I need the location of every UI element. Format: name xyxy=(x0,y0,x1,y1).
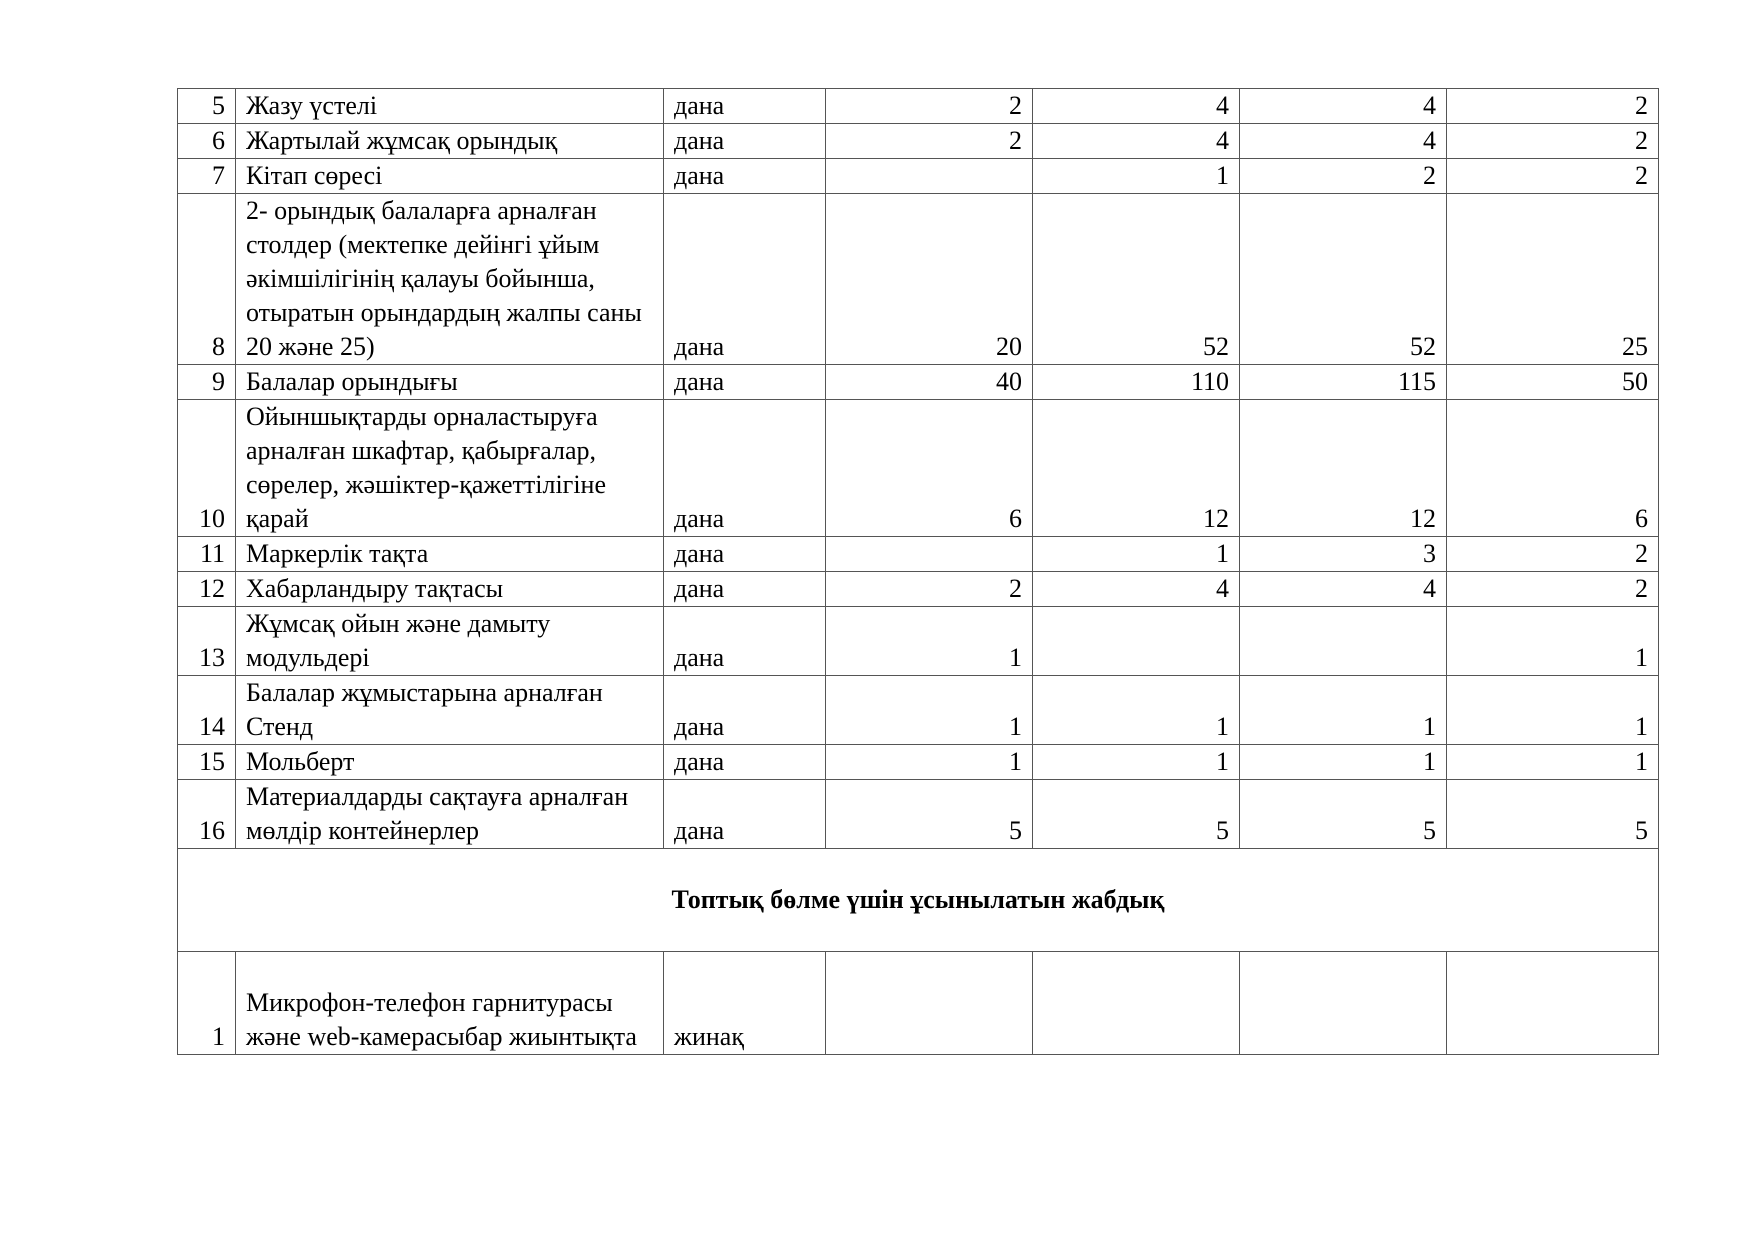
value-col-2: 1 xyxy=(1033,676,1240,745)
value-col-2: 1 xyxy=(1033,537,1240,572)
value-col-2 xyxy=(1033,952,1240,1055)
value-col-3: 5 xyxy=(1240,780,1447,849)
table-row xyxy=(178,572,1659,607)
table-row xyxy=(178,780,1659,849)
value-col-2: 4 xyxy=(1033,572,1240,607)
table-row xyxy=(178,400,1659,537)
table-row xyxy=(178,89,1659,124)
value-col-4: 1 xyxy=(1447,745,1659,780)
row-number: 16 xyxy=(178,780,236,849)
value-col-4: 2 xyxy=(1447,572,1659,607)
equipment-table xyxy=(177,88,1659,1055)
item-unit: жинақ xyxy=(664,952,826,1055)
row-number: 8 xyxy=(178,194,236,365)
value-col-1: 40 xyxy=(826,365,1033,400)
row-number: 10 xyxy=(178,400,236,537)
item-unit: дана xyxy=(664,676,826,745)
item-name: 2- орындық балаларға арналған столдер (мектепке дейінгі ұйым әкімшілігінің қалауы бойынша, отыратын орындардың жалпы саны 20 және 25) xyxy=(236,194,664,365)
item-unit: дана xyxy=(664,365,826,400)
table-row xyxy=(178,676,1659,745)
value-col-4: 2 xyxy=(1447,159,1659,194)
item-unit: дана xyxy=(664,89,826,124)
value-col-1: 1 xyxy=(826,607,1033,676)
value-col-2: 5 xyxy=(1033,780,1240,849)
value-col-4: 2 xyxy=(1447,89,1659,124)
value-col-1: 2 xyxy=(826,124,1033,159)
value-col-4 xyxy=(1447,952,1659,1055)
value-col-3: 4 xyxy=(1240,124,1447,159)
row-number: 7 xyxy=(178,159,236,194)
item-unit: дана xyxy=(664,194,826,365)
table-row xyxy=(178,365,1659,400)
item-name: Мольберт xyxy=(236,745,664,780)
value-col-4: 2 xyxy=(1447,537,1659,572)
value-col-2 xyxy=(1033,607,1240,676)
value-col-4: 1 xyxy=(1447,676,1659,745)
value-col-3: 1 xyxy=(1240,745,1447,780)
table-row xyxy=(178,952,1659,1055)
value-col-3: 4 xyxy=(1240,89,1447,124)
value-col-4: 1 xyxy=(1447,607,1659,676)
item-name: Микрофон-телефон гарнитурасы және web-камерасыбар жиынтықта xyxy=(236,952,664,1055)
value-col-1 xyxy=(826,537,1033,572)
value-col-2: 1 xyxy=(1033,745,1240,780)
item-unit: дана xyxy=(664,607,826,676)
value-col-2: 110 xyxy=(1033,365,1240,400)
item-name: Материалдарды сақтауға арналған мөлдір контейнерлер xyxy=(236,780,664,849)
item-unit: дана xyxy=(664,572,826,607)
value-col-3 xyxy=(1240,952,1447,1055)
value-col-3: 4 xyxy=(1240,572,1447,607)
value-col-1: 2 xyxy=(826,572,1033,607)
item-unit: дана xyxy=(664,124,826,159)
item-name: Хабарландыру тақтасы xyxy=(236,572,664,607)
section-header-row xyxy=(178,849,1659,952)
item-unit: дана xyxy=(664,159,826,194)
value-col-2: 1 xyxy=(1033,159,1240,194)
value-col-3: 115 xyxy=(1240,365,1447,400)
value-col-3 xyxy=(1240,607,1447,676)
value-col-4: 2 xyxy=(1447,124,1659,159)
item-name: Маркерлік тақта xyxy=(236,537,664,572)
table-row xyxy=(178,124,1659,159)
value-col-3: 3 xyxy=(1240,537,1447,572)
row-number: 12 xyxy=(178,572,236,607)
value-col-2: 4 xyxy=(1033,124,1240,159)
value-col-3: 1 xyxy=(1240,676,1447,745)
value-col-1: 20 xyxy=(826,194,1033,365)
value-col-1 xyxy=(826,952,1033,1055)
row-number: 9 xyxy=(178,365,236,400)
value-col-2: 12 xyxy=(1033,400,1240,537)
value-col-2: 4 xyxy=(1033,89,1240,124)
item-name: Балалар орындығы xyxy=(236,365,664,400)
table-row xyxy=(178,194,1659,365)
value-col-2: 52 xyxy=(1033,194,1240,365)
row-number: 1 xyxy=(178,952,236,1055)
value-col-3: 52 xyxy=(1240,194,1447,365)
table-row xyxy=(178,159,1659,194)
value-col-1: 1 xyxy=(826,745,1033,780)
value-col-1: 2 xyxy=(826,89,1033,124)
item-unit: дана xyxy=(664,537,826,572)
item-name: Жұмсақ ойын және дамыту модульдері xyxy=(236,607,664,676)
section-title: Топтық бөлме үшін ұсынылатын жабдық xyxy=(178,849,1659,952)
item-unit: дана xyxy=(664,780,826,849)
item-name: Балалар жұмыстарына арналған Стенд xyxy=(236,676,664,745)
row-number: 6 xyxy=(178,124,236,159)
item-unit: дана xyxy=(664,400,826,537)
item-name: Жартылай жұмсақ орындық xyxy=(236,124,664,159)
row-number: 5 xyxy=(178,89,236,124)
value-col-4: 5 xyxy=(1447,780,1659,849)
row-number: 14 xyxy=(178,676,236,745)
value-col-1: 5 xyxy=(826,780,1033,849)
table-row xyxy=(178,607,1659,676)
value-col-4: 25 xyxy=(1447,194,1659,365)
value-col-3: 12 xyxy=(1240,400,1447,537)
item-name: Ойыншықтарды орналастыруға арналған шкафтар, қабырғалар, сөрелер, жәшіктер-қажеттілігіне қарай xyxy=(236,400,664,537)
value-col-1: 1 xyxy=(826,676,1033,745)
value-col-3: 2 xyxy=(1240,159,1447,194)
table-row xyxy=(178,537,1659,572)
item-name: Жазу үстелі xyxy=(236,89,664,124)
item-name: Кітап сөресі xyxy=(236,159,664,194)
row-number: 11 xyxy=(178,537,236,572)
value-col-1: 6 xyxy=(826,400,1033,537)
row-number: 13 xyxy=(178,607,236,676)
table-row xyxy=(178,745,1659,780)
row-number: 15 xyxy=(178,745,236,780)
item-unit: дана xyxy=(664,745,826,780)
value-col-1 xyxy=(826,159,1033,194)
value-col-4: 6 xyxy=(1447,400,1659,537)
value-col-4: 50 xyxy=(1447,365,1659,400)
